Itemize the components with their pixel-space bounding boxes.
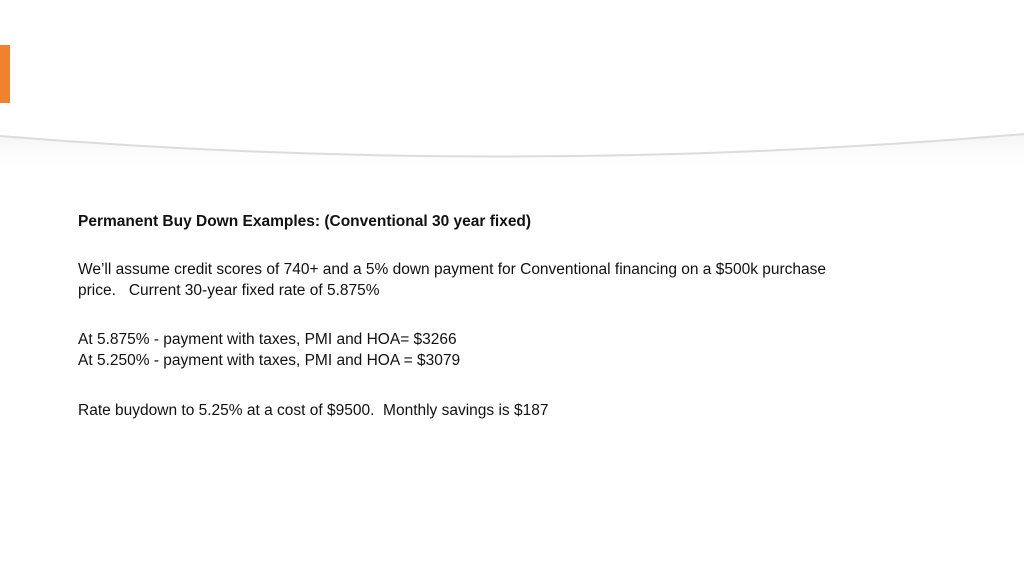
slide-heading: Permanent Buy Down Examples: (Conventional 30 year fixed) <box>78 213 532 230</box>
accent-bar <box>0 45 10 103</box>
intro-line-1: We’ll assume credit scores of 740+ and a 5% down payment for Conventional financing on a $500k purchase <box>78 261 827 278</box>
intro-paragraph <box>78 259 958 301</box>
payment-comparison <box>78 329 958 371</box>
slide-content <box>78 211 958 421</box>
intro-line-2: price. Current 30-year fixed rate of 5.875% <box>78 282 380 299</box>
payment-line-5875: At 5.875% - payment with taxes, PMI and HOA= $3266 <box>78 331 457 348</box>
header-divider-curve <box>0 120 1024 170</box>
payment-line-5250: At 5.250% - payment with taxes, PMI and HOA = $3079 <box>78 352 461 369</box>
buydown-summary: Rate buydown to 5.25% at a cost of $9500. Monthly savings is $187 <box>78 402 549 419</box>
